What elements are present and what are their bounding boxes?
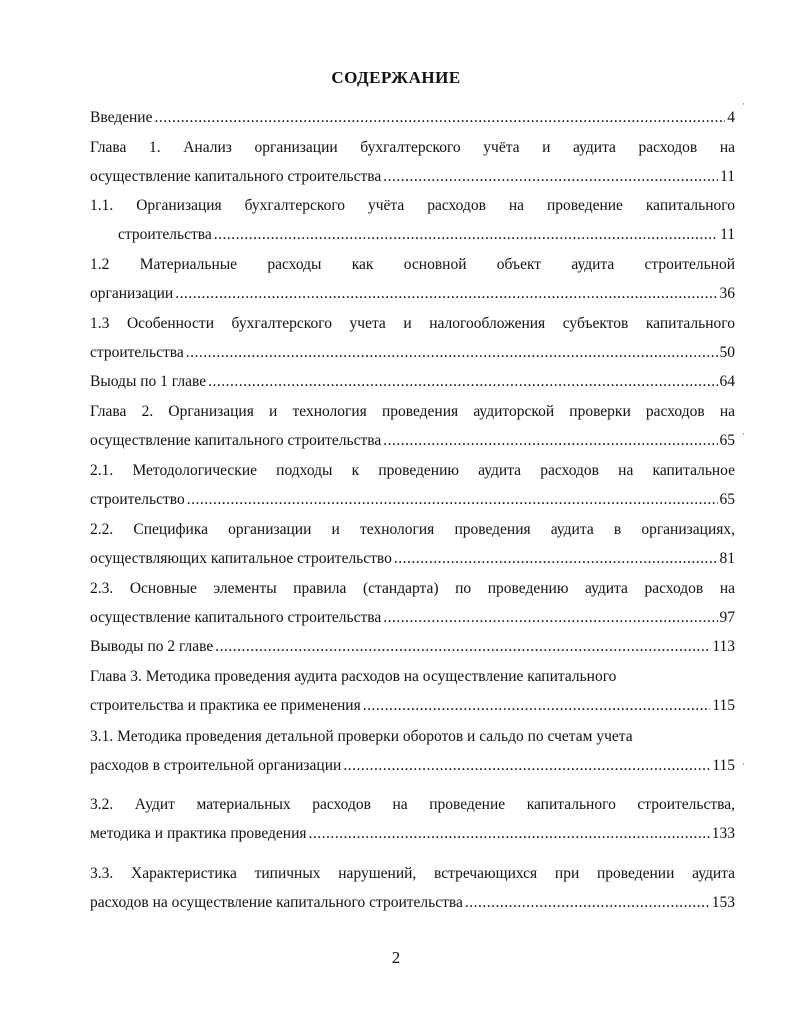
toc-entry-introduction[interactable] <box>90 108 735 128</box>
toc-entry-chapter-1-line-1[interactable]: Глава 1. Анализ организации бухгалтерского учёта и аудита расходов на <box>90 139 735 156</box>
toc-entry-text: осуществление капитального строительства <box>90 168 382 185</box>
dot-leader <box>154 108 725 128</box>
toc-entry-text: осуществляющих капитальное строительство <box>90 550 392 567</box>
dot-leader <box>343 756 710 776</box>
toc-entry-text: Выоды по 1 главе <box>90 373 207 390</box>
toc-entry-text: организации <box>90 285 174 302</box>
dot-leader <box>214 225 718 245</box>
toc-entry-2-3-line-1[interactable]: 2.3. Основные элементы правила (стандарта) по проведению аудита расходов на <box>90 580 735 597</box>
toc-entry-3-2-line-1[interactable]: 3.2. Аудит материальных расходов на проведение капитального строительства, <box>90 796 735 813</box>
toc-entry-2-2-line-1[interactable]: 2.2. Специфика организации и технология проведения аудита в организациях, <box>90 521 735 538</box>
toc-entry-chapter-2-line-1[interactable]: Глава 2. Организация и технология проведения аудиторской проверки расходов на <box>90 403 735 420</box>
toc-entry-2-1-line-1[interactable]: 2.1. Методологические подходы к проведению аудита расходов на капитальное <box>90 462 735 479</box>
toc-entry-text: Выводы по 2 главе <box>90 638 214 655</box>
toc-page-number: 4 <box>727 109 735 126</box>
toc-entry-text: строительства <box>118 226 212 243</box>
toc-page-number: 11 <box>720 226 735 243</box>
toc-page-number: 11 <box>720 168 735 185</box>
dot-leader <box>309 824 710 844</box>
toc-page-number: 97 <box>719 609 735 626</box>
toc-entry-text: расходов на осуществление капитального строительства <box>90 894 463 911</box>
dot-leader <box>383 431 717 451</box>
toc-entry-chapter-2[interactable] <box>90 431 735 451</box>
page-number: 2 <box>391 948 401 967</box>
toc-entry-3-1-line-1[interactable]: 3.1. Методика проведения детальной проверки оборотов и сальдо по счетам учета <box>90 728 633 745</box>
toc-entry-text: строительство <box>90 491 185 508</box>
toc-entry-text: осуществление капитального строительства <box>90 609 382 626</box>
toc-entry-text: методика и практика проведения <box>90 825 307 842</box>
toc-page-number: 65 <box>719 491 735 508</box>
toc-entry-1-1-line-1[interactable]: 1.1. Организация бухгалтерского учёта расходов на проведение капитального <box>90 197 735 214</box>
toc-page-number: 115 <box>712 757 735 774</box>
toc-entry-chapter-3[interactable] <box>90 696 735 716</box>
scan-mark: · <box>742 760 745 770</box>
toc-page-number: 153 <box>711 894 735 911</box>
toc-entry-1-1[interactable] <box>118 225 735 245</box>
toc-entry-3-2[interactable] <box>90 824 735 844</box>
toc-page-number: 133 <box>711 825 735 842</box>
toc-page-number: 113 <box>712 638 735 655</box>
toc-entry-2-2[interactable] <box>90 549 735 569</box>
toc-page-number: 50 <box>719 344 735 361</box>
toc-entry-2-3[interactable] <box>90 608 735 628</box>
dot-leader <box>208 372 717 392</box>
toc-page-number: 64 <box>719 373 735 390</box>
toc-entry-text: Введение <box>90 109 153 126</box>
dot-leader <box>363 696 711 716</box>
toc-entry-3-3-line-1[interactable]: 3.3. Характеристика типичных нарушений, встречающихся при проведении аудита <box>90 865 735 882</box>
toc-entry-conclusions-2[interactable] <box>90 637 735 657</box>
scan-mark: · <box>742 430 745 440</box>
toc-page-number: 115 <box>712 697 735 714</box>
toc-entry-text: строительства <box>90 344 184 361</box>
dot-leader <box>394 549 718 569</box>
toc-entry-chapter-1[interactable] <box>90 167 735 187</box>
toc-entry-1-3-line-1[interactable]: 1.3 Особенности бухгалтерского учета и налогообложения субъектов капитального <box>90 315 735 332</box>
toc-entry-2-1[interactable] <box>90 490 735 510</box>
dot-leader <box>175 284 717 304</box>
dot-leader <box>383 167 718 187</box>
dot-leader <box>383 608 717 628</box>
toc-page-number: 81 <box>719 550 735 567</box>
page-title: СОДЕРЖАНИЕ <box>331 68 461 87</box>
toc-page-number: 36 <box>719 285 735 302</box>
toc-page-number: 65 <box>719 432 735 449</box>
toc-entry-chapter-3-line-1[interactable]: Глава 3. Методика проведения аудита расходов на осуществление капитального <box>90 668 617 685</box>
toc-entry-text: строительства и практика ее применения <box>90 697 361 714</box>
toc-entry-text: осуществление капитального строительства <box>90 432 382 449</box>
dot-leader <box>465 893 710 913</box>
dot-leader <box>215 637 710 657</box>
toc-entry-1-2[interactable] <box>90 284 735 304</box>
toc-entry-text: расходов в строительной организации <box>90 757 342 774</box>
toc-entry-3-3[interactable] <box>90 893 735 913</box>
toc-entry-3-1[interactable] <box>90 756 735 776</box>
toc-entry-1-2-line-1[interactable]: 1.2 Материальные расходы как основной объект аудита строительной <box>90 256 735 273</box>
scan-mark: · <box>742 100 745 110</box>
toc-entry-conclusions-1[interactable] <box>90 372 735 392</box>
toc-entry-1-3[interactable] <box>90 343 735 363</box>
dot-leader <box>187 490 718 510</box>
dot-leader <box>186 343 718 363</box>
